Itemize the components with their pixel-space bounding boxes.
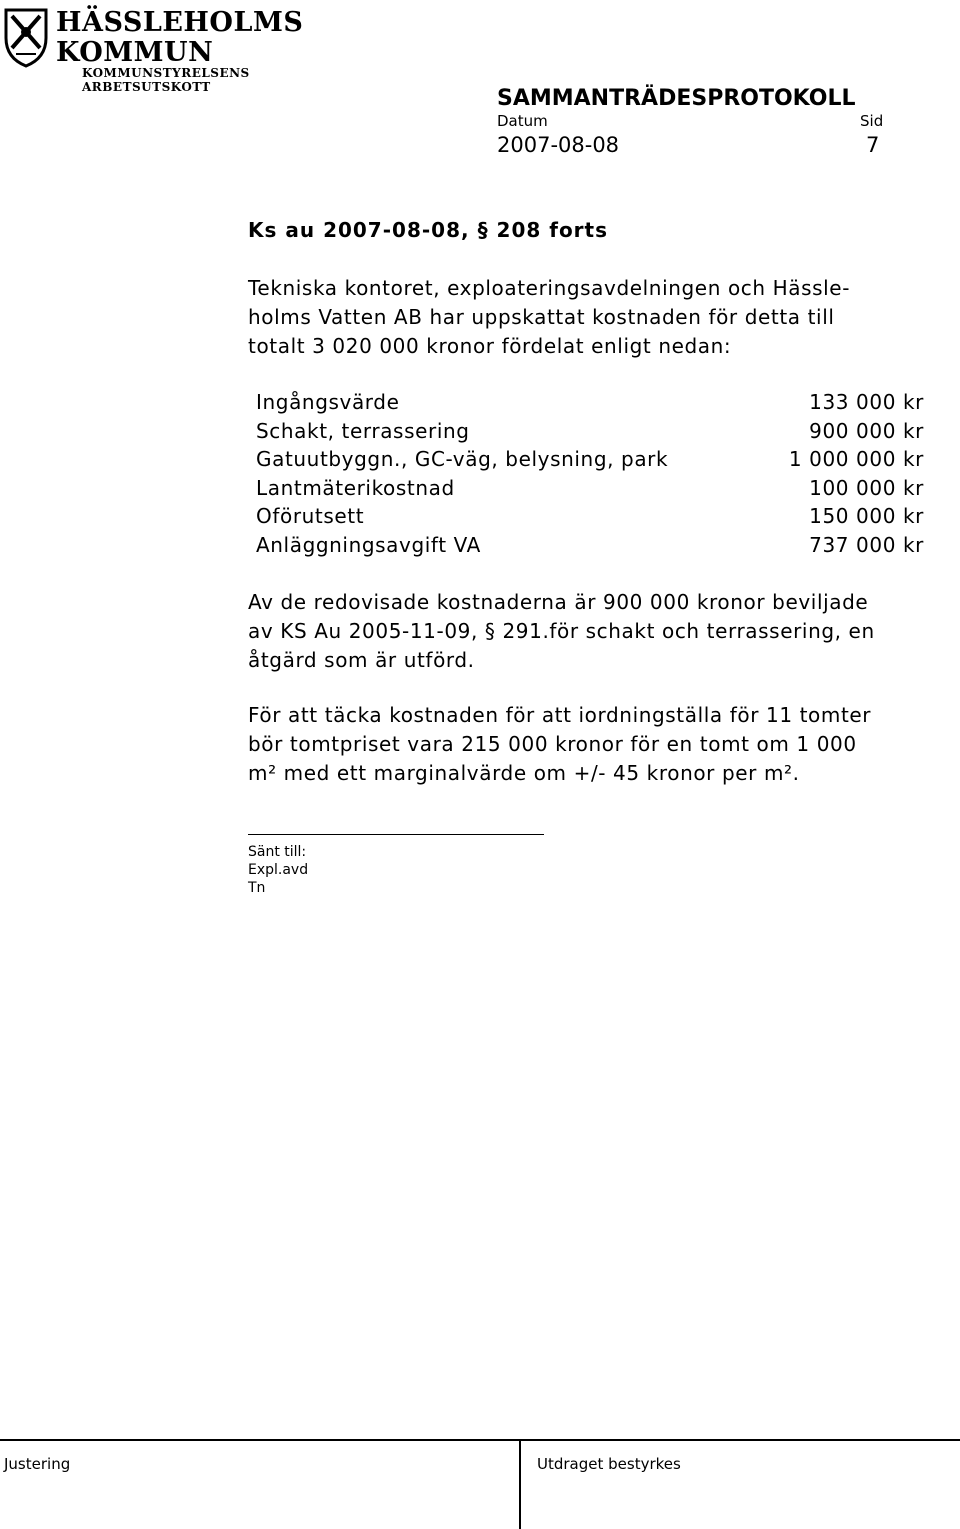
date-value: 2007-08-08 [497,133,620,157]
cost-label: Oförutsett [256,504,365,529]
cost-amount: 900 000 kr [809,418,924,443]
section-heading: Ks au 2007-08-08, § 208 forts [248,218,609,242]
paragraph-symbol: § [477,218,489,242]
footer-divider [0,1439,960,1441]
cost-amount: 737 000 kr [809,532,924,557]
org-name: HÄSSLEHOLMS KOMMUN [56,7,304,68]
cost-label: Ingångsvärde [256,390,400,414]
cost-label: Schakt, terrassering [256,418,470,443]
paragraph-symbol: § [484,619,496,643]
cost-row [256,445,924,474]
cost-row [256,502,924,531]
cost-label: Gatuutbyggn., GC-väg, belysning, park [256,447,669,472]
document-type-title: SAMMANTRÄDESPROTOKOLL [497,86,856,111]
cost-amount: 1 000 000 kr [788,447,924,472]
recipient: Expl.avd [248,862,309,878]
intro-paragraph: Tekniska kontoret, exploateringsavdelningen och Hässle- holms Vatten AB har uppskattat kostnaden för detta till totalt 3 020 000 kronor fördelat enligt nedan: [248,276,851,358]
separator-line [248,834,544,835]
footer-column-divider [519,1439,521,1529]
page-label: Sid [860,112,884,130]
cost-row [256,388,924,417]
approved-paragraph: Av de redovisade kostnaderna är 900 000 kronor beviljade av KS Au 2005-11-09, § 291.för schakt och terrassering, en åtgärd som är utförd. [248,590,875,672]
sent-to-label: Sänt till: [248,844,307,860]
footer-certified-label: Utdraget bestyrkes [537,1455,681,1473]
cost-label: Lantmäterikostnad [256,475,455,500]
distribution-list [248,843,308,897]
cost-row [256,417,924,446]
municipality-crest-logo [2,4,50,68]
cost-label: Anläggningsavgift VA [256,532,481,557]
cost-amount: 150 000 kr [809,504,924,529]
recipient: Tn [248,880,266,896]
footer-justering-label: Justering [4,1455,71,1473]
cost-table [256,388,924,560]
cost-row [256,474,924,503]
cost-row [256,531,924,560]
cost-amount: 133 000 kr [809,390,924,414]
org-subtitle: KOMMUNSTYRELSENS ARBETSUTSKOTT [82,66,250,94]
page-number: 7 [866,133,880,157]
cost-amount: 100 000 kr [809,475,924,500]
date-label: Datum [497,112,548,130]
price-paragraph: För att täcka kostnaden för att iordningställa för 11 tomter bör tomtpriset vara 215 000 kronor för en tomt om 1 000 m² med ett marginalvärde om +/- 45 kronor per m². [248,703,872,785]
